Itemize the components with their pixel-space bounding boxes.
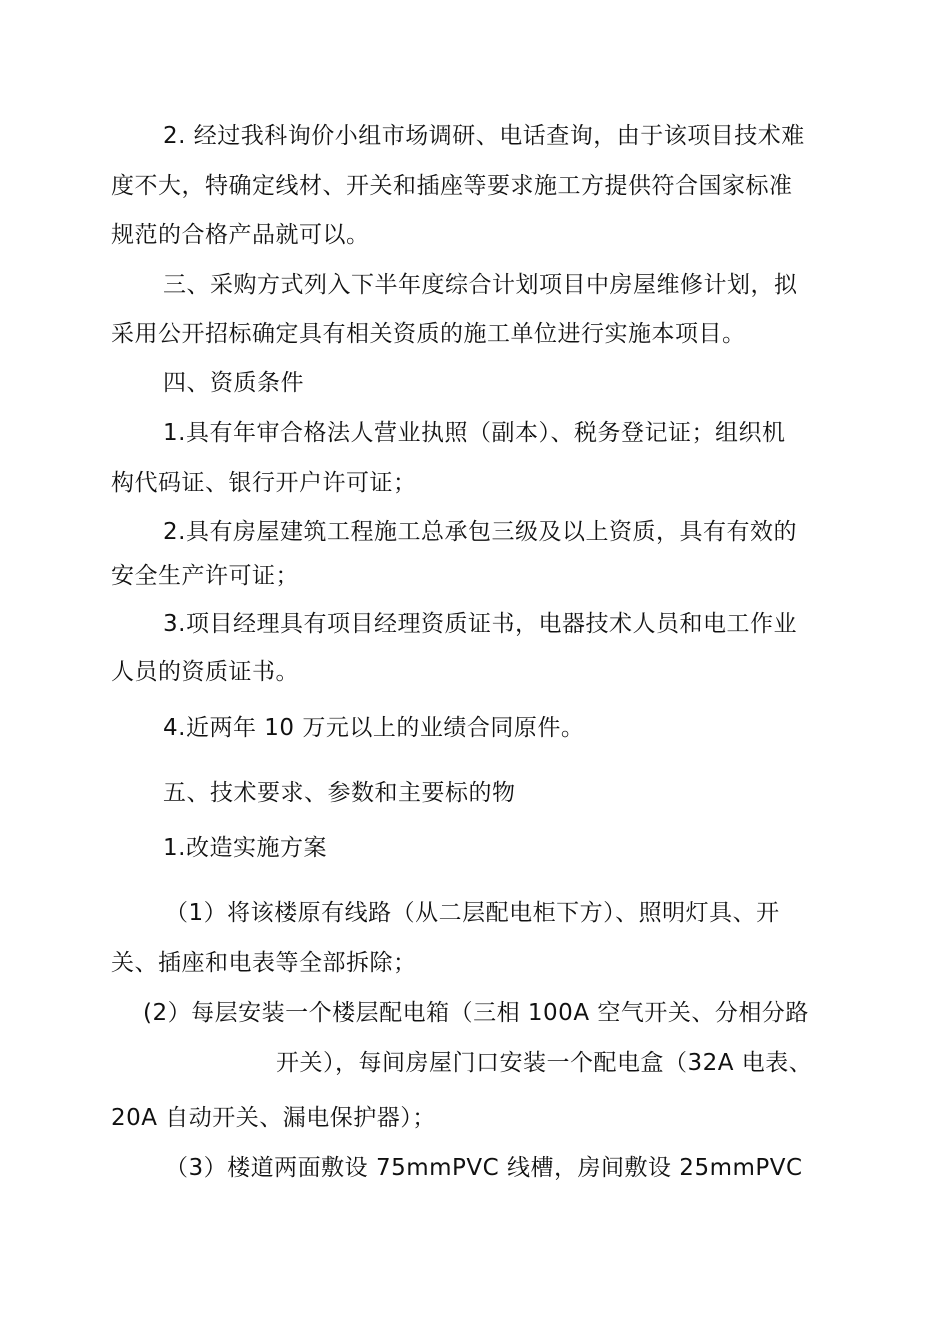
text-line: 三、采购方式列入下半年度综合计划项目中房屋维修计划，拟 [163,272,798,298]
text-line: 1.具有年审合格法人营业执照（副本）、税务登记证；组织机 [163,420,786,446]
text-line: 2. 经过我科询价小组市场调研、电话查询，由于该项目技术难 [163,123,805,149]
text-line: （3）楼道两面敷设 75mmPVC 线槽，房间敷设 25mmPVC [165,1155,803,1181]
section-heading: 四、资质条件 [163,370,304,396]
text-line: 度不大，特确定线材、开关和插座等要求施工方提供符合国家标准 [111,173,793,199]
text-line: 规范的合格产品就可以。 [111,222,370,248]
text-line: 构代码证、银行开户许可证； [111,470,417,496]
section-heading: 五、技术要求、参数和主要标的物 [163,780,516,806]
text-line: 人员的资质证书。 [111,659,299,685]
text-line: 2.具有房屋建筑工程施工总承包三级及以上资质，具有有效的 [163,519,797,545]
text-line: 4.近两年 10 万元以上的业绩合同原件。 [163,715,585,741]
text-line: 安全生产许可证； [111,563,299,589]
text-line: 关、插座和电表等全部拆除； [111,950,417,976]
text-line: 1.改造实施方案 [163,835,327,861]
text-line: 开关），每间房屋门口安装一个配电盒（32A 电表、 [276,1050,813,1076]
text-line: 3.项目经理具有项目经理资质证书，电器技术人员和电工作业 [163,611,797,637]
text-line: (2）每层安装一个楼层配电箱（三相 100A 空气开关、分相分路 [143,1000,809,1026]
text-line: 采用公开招标确定具有相关资质的施工单位进行实施本项目。 [111,321,746,347]
text-line: （1）将该楼原有线路（从二层配电柜下方）、照明灯具、开 [165,900,780,926]
text-line: 20A 自动开关、漏电保护器）； [111,1105,436,1131]
